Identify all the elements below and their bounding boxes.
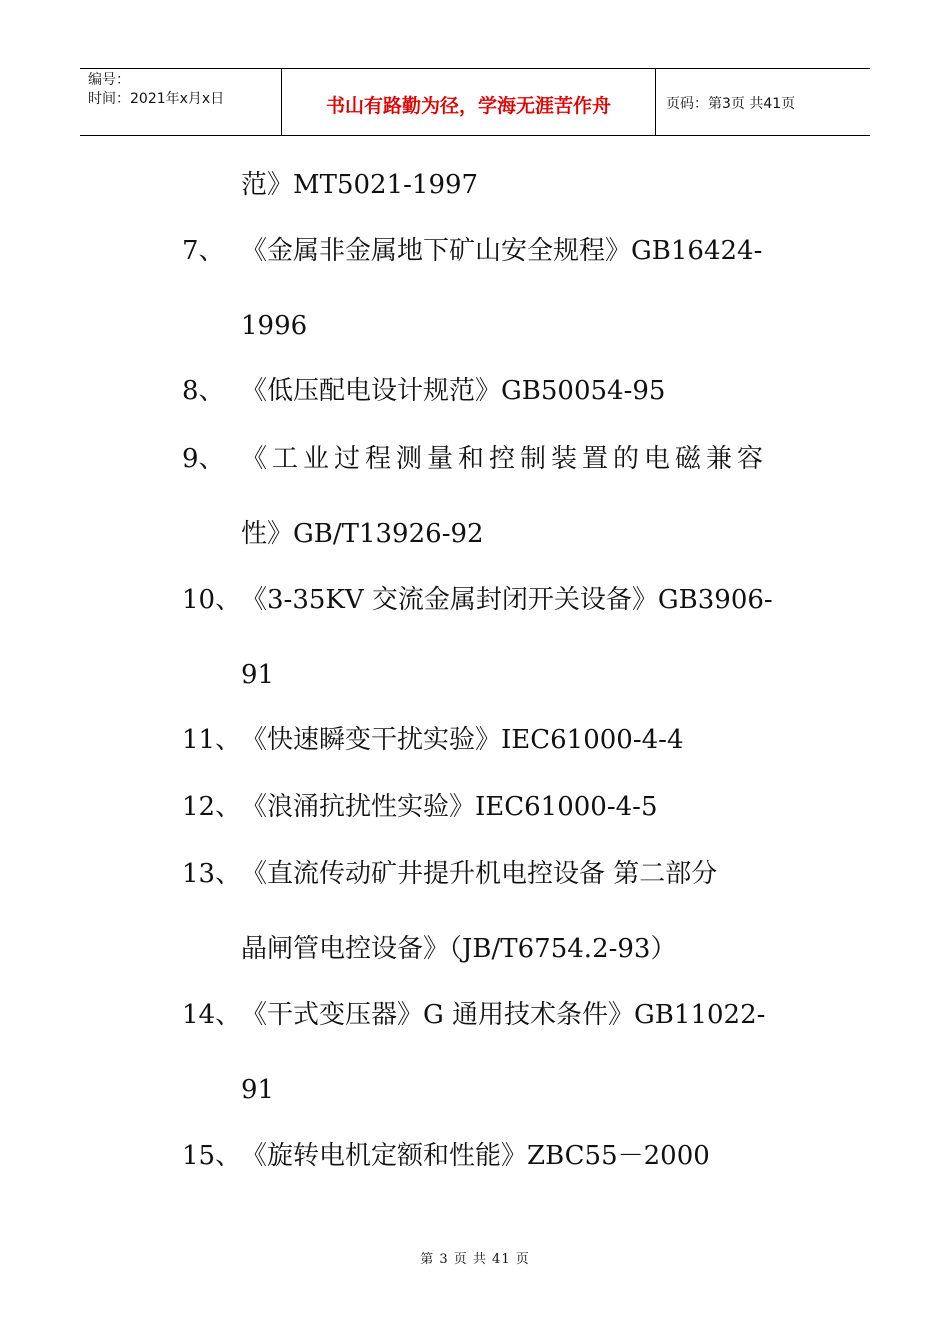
item-number: 14、 [182,1000,242,1030]
item-number: 11、 [182,725,242,755]
item-number: 7、 [182,236,225,266]
item-number: 10、 [182,585,242,615]
item-text: 《浪涌抗扰性实验》IEC61000-4-5 [241,792,658,822]
item-continuation: 范》MT5021-1997 [241,170,479,200]
item-text: 《直流传动矿井提升机电控设备 第二部分 [241,859,718,889]
item-number: 15、 [182,1141,242,1171]
time-label: 时间：2021年x月x日 [88,91,225,107]
header-motto: 书山有路勤为径，学海无涯苦作舟 [282,69,656,135]
item-continuation: 晶闸管电控设备》（JB/T6754.2-93） [241,934,677,964]
item-text: 《低压配电设计规范》GB50054-95 [241,376,666,406]
item-number: 12、 [182,792,242,822]
item-text: 《3-35KV 交流金属封闭开关设备》GB3906- [241,585,773,615]
serial-label: 编号： [88,72,130,88]
item-text: 《旋转电机定额和性能》ZBC55－2000 [241,1141,710,1171]
item-number: 8、 [182,376,225,406]
item-continuation: 性》GB/T13926-92 [241,519,484,549]
item-continuation: 91 [241,660,275,690]
item-continuation: 1996 [241,311,308,341]
item-text: 《干式变压器》G 通用技术条件》GB11022- [241,1000,766,1030]
item-text: 《金属非金属地下矿山安全规程》GB16424- [241,236,763,266]
header-page-info: 页码：第3页 共41页 [666,96,796,112]
item-number: 9、 [182,444,225,474]
page-header [80,68,870,136]
header-meta [80,69,282,135]
page-footer: 第 3 页 共 41 页 [420,1252,530,1267]
item-number: 13、 [182,859,242,889]
item-text: 《快速瞬变干扰实验》IEC61000-4-4 [241,725,684,755]
item-continuation: 91 [241,1075,275,1105]
item-text: 《工业过程测量和控制装置的电磁兼容 [241,444,769,474]
